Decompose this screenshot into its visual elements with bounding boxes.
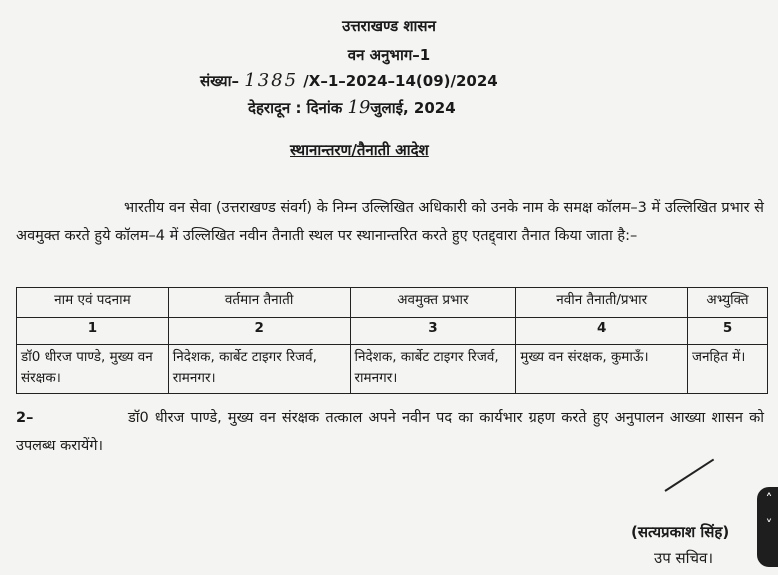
reference-number	[200, 70, 498, 91]
table-cell: निदेशक, कार्बेट टाइगर रिजर्व, रामनगर।	[350, 345, 516, 394]
place-date-label: देहरादून : दिनांक	[248, 99, 343, 117]
paragraph-1: भारतीय वन सेवा (उत्तराखण्ड संवर्ग) के निम्न उल्लिखित अधिकारी को उनके नाम के समक्ष कॉलम–3 में उल्लिखित प्रभार से अवमुक्त करते हुये कॉलम–4 में उल्लिखित नवीन तैनाती स्थल पर स्थानान्तरित करते हुए एतद्द्वारा तैनात किया जाता है:–	[16, 200, 764, 244]
number-rest: /X–1–2024–14(09)/2024	[303, 72, 498, 90]
date-rest: जुलाई, 2024	[370, 99, 456, 117]
column-number: 2	[168, 318, 350, 345]
table-header-row	[17, 288, 768, 318]
scroll-up-icon[interactable]: ˄	[765, 492, 773, 508]
paragraph-2-text: डॉ0 धीरज पाण्डे, मुख्य वन संरक्षक तत्काल अपने नवीन पद का कार्यभार ग्रहण करते हुए अनुपालन आख्या शासन को उपलब्ध करायेंगे।	[16, 410, 764, 454]
place-date	[248, 97, 456, 118]
table-header: नवीन तैनाती/प्रभार	[516, 288, 688, 318]
posting-table	[16, 287, 768, 394]
number-label: संख्या–	[200, 72, 240, 90]
signature-stroke	[664, 459, 714, 492]
signatory-designation: उप सचिव।	[654, 549, 714, 567]
table-cell: मुख्य वन संरक्षक, कुमाऊँ।	[516, 345, 688, 394]
table-header: अभ्युक्ति	[688, 288, 768, 318]
table-number-row	[17, 318, 768, 345]
table-header: वर्तमान तैनाती	[168, 288, 350, 318]
section-heading: वन अनुभाग–1	[347, 46, 431, 64]
date-handwritten: 19	[347, 97, 371, 118]
table-cell: डॉ0 धीरज पाण्डे, मुख्य वन संरक्षक।	[17, 345, 169, 394]
table-row	[17, 345, 768, 394]
order-title: स्थानान्तरण/तैनाती आदेश	[290, 141, 429, 159]
table-header: नाम एवं पदनाम	[17, 288, 169, 318]
column-number: 1	[17, 318, 169, 345]
govt-heading: उत्तराखण्ड शासन	[342, 17, 436, 35]
scroll-control[interactable]	[757, 487, 778, 567]
column-number: 5	[688, 318, 768, 345]
scroll-down-icon[interactable]: ˅	[765, 518, 773, 534]
column-number: 4	[516, 318, 688, 345]
number-handwritten: 1385	[244, 70, 299, 91]
paragraph-number: 2–	[16, 410, 34, 426]
table-cell: जनहित में।	[688, 345, 768, 394]
signatory-name: (सत्यप्रकाश सिंह)	[631, 523, 730, 541]
paragraph-2	[16, 404, 764, 460]
column-number: 3	[350, 318, 516, 345]
table-header: अवमुक्त प्रभार	[350, 288, 516, 318]
table-cell: निदेशक, कार्बेट टाइगर रिजर्व, रामनगर।	[168, 345, 350, 394]
